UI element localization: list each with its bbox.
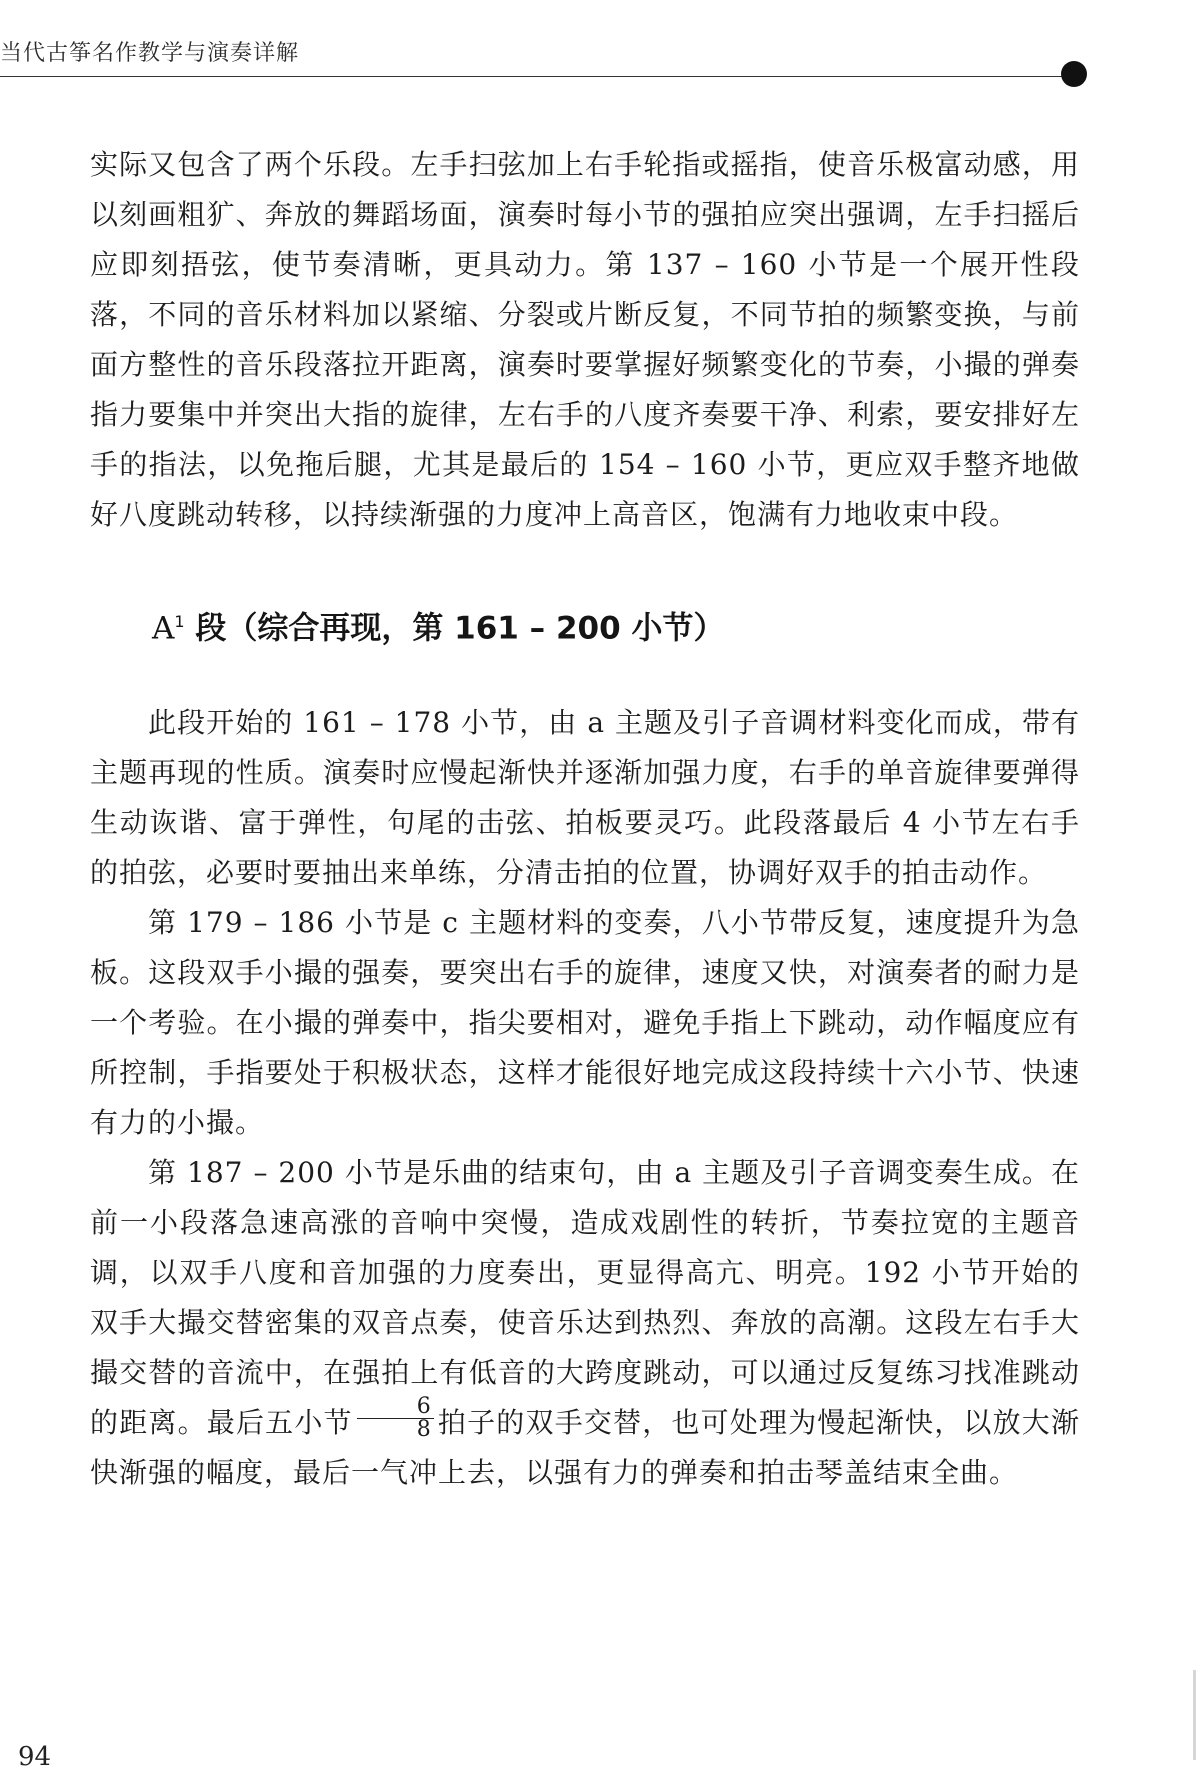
- page-body: [90, 140, 1080, 1498]
- paragraph-ending-text-a: 第 187 – 200 小节是乐曲的结束句，由 a 主题及引子音调变奏生成。在前一小段落急速高涨的音响中突慢，造成戏剧性的转折，节奏拉宽的主题音调，以双手八度和音加强的力度奏出，更显得高亢、明亮。192 小节开始的双手大撮交替密集的双音点奏，使音乐达到热烈、奔放的高潮。这段左右手大撮交替的音流中，在强拍上有低音的大跨度跳动，可以通过反复练习找准跳动的距离。最后五小节: [90, 1156, 1080, 1440]
- section-heading-letter: A: [152, 610, 175, 647]
- header-rule: [0, 76, 1076, 77]
- header-bullet-dot: [1061, 61, 1087, 87]
- page-number: 94: [18, 1742, 52, 1772]
- paragraph-middle-section-end: 实际又包含了两个乐段。左手扫弦加上右手轮指或摇指，使音乐极富动感，用以刻画粗犷、奔放的舞蹈场面，演奏时每小节的强拍应突出强调，左手扫摇后应即刻捂弦，使节奏清晰，更具动力。第 137 – 160 小节是一个展开性段落，不同的音乐材料加以紧缩、分裂或片断反复，不同节拍的频繁变换，与前面方整性的音乐段落拉开距离，演奏时要掌握好频繁变化的节奏，小撮的弹奏指力要集中并突出大指的旋律，左右手的八度齐奏要干净、利索，要安排好左手的指法，以免拖后腿，尤其是最后的 154 – 160 小节，更应双手整齐地做好八度跳动转移，以持续渐强的力度冲上高音区，饱满有力地收束中段。: [90, 148, 1080, 531]
- section-heading: [152, 600, 1080, 650]
- running-head-title: 当代古筝名作教学与演奏详解: [0, 41, 300, 66]
- section-heading-text: 段（综合再现，第 161 – 200 小节）: [184, 610, 725, 647]
- fraction-numerator: 6: [357, 1396, 434, 1419]
- paragraph-ending-phrase: [90, 1148, 1080, 1498]
- paragraph-ending-text-b: 拍子的双手交替，也可处理为慢起渐快，以放大渐快渐强的幅度，最后一气冲上去，以强有力的弹奏和拍击琴盖结束全曲。: [90, 1406, 1080, 1490]
- scan-edge-mark: [1193, 1670, 1196, 1760]
- paragraph-c-theme-variation: 第 179 – 186 小节是 c 主题材料的变奏，八小节带反复，速度提升为急板。这段双手小撮的强奏，要突出右手的旋律，速度又快，对演奏者的耐力是一个考验。在小撮的弹奏中，指尖要相对，避免手指上下跳动，动作幅度应有所控制，手指要处于积极状态，这样才能很好地完成这段持续十六小节、快速有力的小撮。: [90, 906, 1080, 1140]
- paragraph-recap-intro: 此段开始的 161 – 178 小节，由 a 主题及引子音调材料变化而成，带有主题再现的性质。演奏时应慢起渐快并逐渐加强力度，右手的单音旋律要弹得生动诙谐、富于弹性，句尾的击弦、拍板要灵巧。此段落最后 4 小节左右手的拍弦，必要时要抽出来单练，分清击拍的位置，协调好双手的拍击动作。: [90, 706, 1080, 890]
- section-heading-superscript: 1: [174, 612, 185, 631]
- time-signature-fraction: [357, 1396, 434, 1441]
- fraction-denominator: 8: [416, 1417, 432, 1443]
